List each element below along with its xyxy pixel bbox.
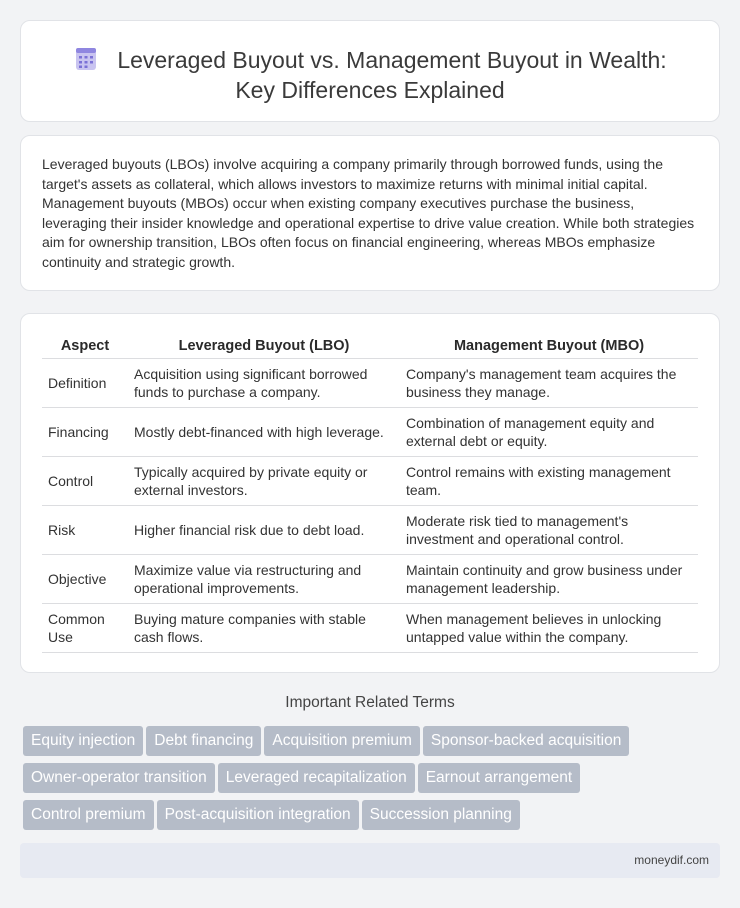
title-line-1: Leveraged Buyout vs. Management Buyout in Wealth: — [117, 47, 667, 73]
cell-lbo: Acquisition using significant borrowed funds to purchase a company. — [128, 359, 400, 408]
term-tag[interactable]: Debt financing — [146, 726, 261, 756]
table-row — [42, 408, 698, 457]
comparison-card — [20, 313, 720, 673]
cell-mbo: Moderate risk tied to management's investment and operational control. — [400, 506, 698, 555]
term-tag[interactable]: Acquisition premium — [264, 726, 420, 756]
cell-aspect: Control — [42, 457, 128, 506]
intro-card — [20, 135, 720, 291]
term-tag[interactable]: Control premium — [23, 800, 154, 830]
document-icon — [73, 46, 99, 72]
cell-lbo: Higher financial risk due to debt load. — [128, 506, 400, 555]
cell-mbo: Combination of management equity and external debt or equity. — [400, 408, 698, 457]
cell-aspect: Risk — [42, 506, 128, 555]
term-tag[interactable]: Succession planning — [362, 800, 520, 830]
cell-aspect: Financing — [42, 408, 128, 457]
related-terms-title: Important Related Terms — [285, 694, 455, 711]
term-tag[interactable]: Earnout arrangement — [418, 763, 580, 793]
cell-mbo: Control remains with existing management team. — [400, 457, 698, 506]
term-tag[interactable]: Owner-operator transition — [23, 763, 215, 793]
header-mbo: Management Buyout (MBO) — [400, 332, 698, 359]
term-tag[interactable]: Post-acquisition integration — [157, 800, 359, 830]
related-terms-list — [23, 726, 723, 837]
cell-mbo: When management believes in unlocking untapped value within the company. — [400, 604, 698, 653]
footer — [20, 843, 720, 878]
table-row — [42, 457, 698, 506]
cell-mbo: Maintain continuity and grow business under management leadership. — [400, 555, 698, 604]
term-tag[interactable]: Sponsor-backed acquisition — [423, 726, 629, 756]
cell-aspect: Definition — [42, 359, 128, 408]
cell-lbo: Buying mature companies with stable cash flows. — [128, 604, 400, 653]
cell-lbo: Mostly debt-financed with high leverage. — [128, 408, 400, 457]
table-row — [42, 604, 698, 653]
table-row — [42, 555, 698, 604]
cell-lbo: Maximize value via restructuring and operational improvements. — [128, 555, 400, 604]
table-row — [42, 506, 698, 555]
title-card — [20, 20, 720, 122]
cell-lbo: Typically acquired by private equity or external investors. — [128, 457, 400, 506]
cell-mbo: Company's management team acquires the business they manage. — [400, 359, 698, 408]
site-name[interactable]: moneydif.com — [634, 853, 709, 867]
header-lbo: Leveraged Buyout (LBO) — [128, 332, 400, 359]
table-row — [42, 359, 698, 408]
term-tag[interactable]: Leveraged recapitalization — [218, 763, 415, 793]
term-tag[interactable]: Equity injection — [23, 726, 143, 756]
title-line-2: Key Differences Explained — [235, 77, 505, 103]
intro-paragraph: Leveraged buyouts (LBOs) involve acquiring a company primarily through borrowed funds, using the target's assets as collateral, which allows investors to maximize returns with minimal initial capital. Management buyouts (MBOs) occur when existing company executives purchase the business, leveraging their insider knowledge and operational expertise to drive value creation. While both strategies aim for ownership transition, LBOs often focus on financial engineering, whereas MBOs emphasize continuity and strategic growth. — [42, 156, 695, 270]
page-title — [21, 45, 719, 105]
table-header-row — [42, 332, 698, 359]
cell-aspect: Common Use — [42, 604, 128, 653]
cell-aspect: Objective — [42, 555, 128, 604]
header-aspect: Aspect — [42, 332, 128, 359]
comparison-table — [42, 332, 698, 653]
